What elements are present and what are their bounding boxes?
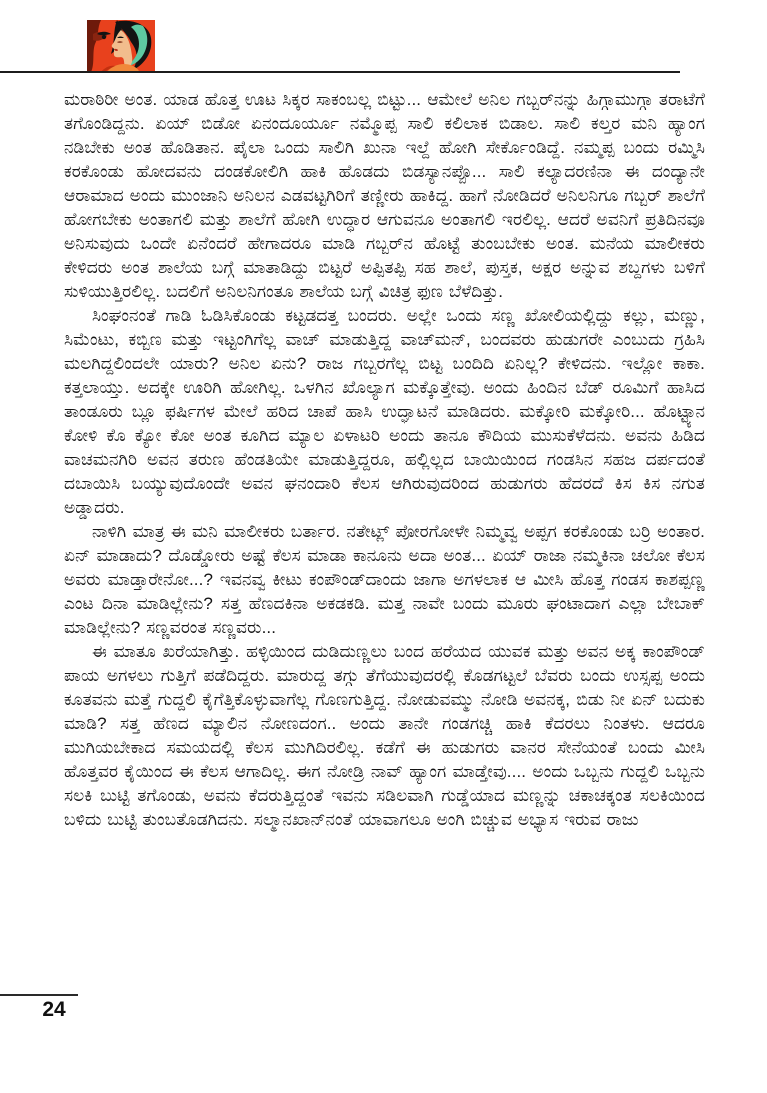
paragraph: ಈ ಮಾತೂ ಖರೆಯಾಗಿತ್ತು. ಹಳ್ಳಿಯಿಂದ ದುಡಿದುಣ್ಣಲು ಬಂದ ಹರೆಯದ ಯುವಕ ಮತ್ತು ಅವನ ಅಕ್ಕ ಕಾಂಪೌಂಡ್ ಪಾಯ ಅಗಳಲು ಗುತ್ತಿಗೆ ಪಡೆದಿದ್ದರು. ಮಾರುದ್ದ ತಗ್ಗು ತೆಗೆಯುವುದರಲ್ಲಿ ಕೊಡಗಟ್ಟಲೆ ಬೆವರು ಬಂದು ಉಸ್ಸಪ್ಪ ಅಂದು ಕೂತವನು ಮತ್ತೆ ಗುದ್ದಲಿ ಕೈಗೆತ್ತಿಕೊಳ್ಳುವಾಗೆಲ್ಲ ಗೊಣಗುತ್ತಿದ್ದ. ನೋಡುವಮ್ಮು ನೋಡಿ ಅವನಕ್ಕ, ಬಿಡು ನೀ ಏನ್ ಬದುಕು ಮಾಡಿ? ಸತ್ತ ಹೆಣದ ಮ್ಯಾಲಿನ ನೋಣದಂಗ.. ಅಂದು ತಾನೇ ಗಂಡಗಚ್ಚಿ ಹಾಕಿ ಕೆದರಲು ನಿಂತಳು. ಆದರೂ ಮುಗಿಯಬೇಕಾದ ಸಮಯದಲ್ಲಿ ಕೆಲಸ ಮುಗಿದಿರಲಿಲ್ಲ. ಕಡೆಗೆ ಈ ಹುಡುಗರು ವಾನರ ಸೇನೆಯಂತೆ ಬಂದು ಮೀಸಿ ಹೊತ್ತವರ ಕೈಯಿಂದ ಈ ಕೆಲಸ ಆಗಾದಿಲ್ಲ. ಈಗ ನೋಡ್ರಿ ನಾವ್ ಹ್ಯಾಂಗ ಮಾಡ್ತೇವು.... ಅಂದು ಒಬ್ಬನು ಗುದ್ದಲಿ ಒಬ್ಬನು ಸಲಕಿ ಬುಟ್ಟಿ ತಗೊಂಡು, ಅವನು ಕೆದರುತ್ತಿದ್ದಂತೆ ಇವನು ಸಡಿಲವಾಗಿ ಗುಡ್ಡೆಯಾದ ಮಣ್ಣನ್ನು ಚಕಾಚಕ್ಕಂತ ಸಲಕಿಯಿಂದ ಬಳಿದು ಬುಟ್ಟಿ ತುಂಬತೊಡಗಿದನು. ಸಲ್ಮಾನಖಾನ್‌ನಂತೆ ಯಾವಾಗಲೂ ಅಂಗಿ ಬಿಚ್ಚುವ ಅಭ್ಯಾಸ ಇರುವ ರಾಜು	[64, 642, 705, 829]
paragraph: ಮರಾಠಿರೀ ಅಂತ. ಯಾಡ ಹೊತ್ತ ಊಟ ಸಿಕ್ಕರ ಸಾಕಂಬಲ್ಲ ಬಿಟ್ಟು... ಆಮೇಲೆ ಅನಿಲ ಗಬ್ಬರ್‌ನನ್ನು ಹಿಗ್ಗಾಮುಗ್ಗಾ ತರಾಟೆಗೆ ತಗೊಂಡಿದ್ದನು. ಏಯ್ ಬಿಡೋ ಏನಂದೂರ್ಯೂ ನಮ್ಮೊಪ್ಪ ಸಾಲಿ ಕಲಿಲಾಕ ಬಿಡಾಲ. ಸಾಲಿ ಕಲ್ತರ ಮನಿ ಹ್ಯಾಂಗ ನಡಿಬೇಕು ಅಂತ ಹೊಡಿತಾನ. ಪೈಲಾ ಒಂದು ಸಾಲಿಗಿ ಖುನಾ ಇಲ್ದೆ ಹೋಗಿ ಸೇರ್ಕೊಂಡಿದ್ದೆ. ನಮ್ಮಪ್ಪ ಬಂದು ರಮ್ಮಿಸಿ ಕರಕೊಂಡು ಹೋದವನು ದಂಡಕೋಲಿಗಿ ಹಾಕಿ ಹೊಡದು ಬಿಡಸ್ಯಾನಪ್ಪೊ... ಸಾಲಿ ಕಲ್ಯಾದರಣಿನಾ ಈ ದಂದ್ಯಾನೇ ಆರಾಮಾದ ಅಂದು ಮುಂಜಾನಿ ಅನಿಲನ ಎಡವಟ್ಟಗಿರಿಗೆ ತಣ್ಣೀರು ಹಾಕಿದ್ದ. ಹಾಗೆ ನೋಡಿದರೆ ಅನಿಲನಿಗೂ ಗಬ್ಬರ್ ಶಾಲೆಗೆ ಹೋಗಬೇಕು ಅಂತಾಗಲಿ ಮತ್ತು ಶಾಲೆಗೆ ಹೋಗಿ ಉದ್ಧಾರ ಆಗುವನೂ ಅಂತಾಗಲಿ ಇರಲಿಲ್ಲ. ಆದರೆ ಅವನಿಗೆ ಪ್ರತಿದಿನವೂ ಅನಿಸುವುದು ಒಂದೇ ಏನೆಂದರೆ ಹೇಗಾದರೂ ಮಾಡಿ ಗಬ್ಬರ್‌ನ ಹೊಟ್ಟೆ ತುಂಬಬೇಕು ಅಂತ. ಮನೆಯ ಮಾಲೀಕರು ಕೇಳಿದರು ಅಂತ ಶಾಲೆಯ ಬಗ್ಗೆ ಮಾತಾಡಿದ್ದು ಬಿಟ್ಟರೆ ಅಪ್ಪಿತಪ್ಪಿ ಸಹ ಶಾಲೆ, ಪುಸ್ತಕ, ಅಕ್ಷರ ಅನ್ನುವ ಶಬ್ದಗಳು ಬಳಿಗೆ ಸುಳಿಯುತ್ತಿರಲಿಲ್ಲ. ಬದಲಿಗೆ ಅನಿಲನಿಗಂತೂ ಶಾಲೆಯ ಬಗ್ಗೆ ವಿಚಿತ್ರ ಫುಣ ಬೆಳೆದಿತ್ತು.	[64, 90, 705, 301]
footer-divider	[0, 994, 78, 996]
story-text	[64, 88, 705, 832]
paragraph: ಸಿಂಘಂನಂತೆ ಗಾಡಿ ಓಡಿಸಿಕೊಂಡು ಕಟ್ಟಡದತ್ತ ಬಂದರು. ಅಲ್ಲೇ ಒಂದು ಸಣ್ಣ ಖೋಲಿಯಲ್ಲಿದ್ದು ಕಲ್ಲು, ಮಣ್ಣು, ಸಿಮೆಂಟು, ಕಬ್ಬಿಣ ಮತ್ತು ಇಟ್ಟಂಗಿಗೆಲ್ಲ ವಾಚ್ ಮಾಡುತ್ತಿದ್ದ ವಾಚ್‌ಮನ್, ಬಂದವರು ಹುಡುಗರೇ ಎಂಬುದು ಗ್ರಹಿಸಿ ಮಲಗಿದ್ದಲಿಂದಲೇ ಯಾರು? ಅನಿಲ ಏನು? ರಾಜ ಗಬ್ಬರಗೆಲ್ಲ ಬಿಟ್ಟ ಬಂದಿದಿ ಏನಿಲ್ಲ? ಕೇಳಿದನು. ಇಲ್ಲೋ ಕಾಕಾ. ಕತ್ತಲಾಯ್ತು. ಅದಕ್ಕೇ ಊರಿಗಿ ಹೋಗಿಲ್ಲ. ಒಳಗಿನ ಖೊಲ್ಯಾಗ ಮಕ್ಕೊತ್ತೇವು. ಅಂದು ಹಿಂದಿನ ಬೆಡ್ ರೂಮಿಗೆ ಹಾಸಿದ ತಾಂಡೂರು ಬ್ಲೂ ಫರ್ಷಿಗಳ ಮೇಲೆ ಹರಿದ ಚಾಪೆ ಹಾಸಿ ಉದ್ಘಾಟನೆ ಮಾಡಿದರು. ಮಕ್ಕೋರಿ ಮಕ್ಕೋರಿ... ಹೊಟ್ಟ್ಯಾನ ಕೋಳಿ ಕೊ ಕ್ಯೋ ಕೋ ಅಂತ ಕೂಗಿದ ಮ್ಯಾಲ ಏಳಾಟರಿ ಅಂದು ತಾನೂ ಕೌದಿಯ ಮುಸುಕೆಳೆದನು. ಅವನು ಹಿಡಿದ ವಾಚಮನಗಿರಿ ಅವನ ತರುಣ ಹೆಂಡತಿಯೇ ಮಾಡುತ್ತಿದ್ದರೂ, ಹಲ್ಲಿಲ್ಲದ ಬಾಯಿಯಿಂದ ಗಂಡಸಿನ ಸಹಜ ದರ್ಪದಂತೆ ದಬಾಯಿಸಿ ಬಯ್ಯುವುದೊಂದೇ ಅವನ ಘನಂದಾರಿ ಕೆಲಸ ಆಗಿರುವುದರಿಂದ ಹುಡುಗರು ಹೆದರದೆ ಕಿಸ ಕಿಸ ನಗುತ ಅಡ್ಡಾದರು.	[64, 306, 705, 517]
header-divider	[0, 71, 680, 73]
woman-face-profile-logo-icon	[87, 20, 155, 72]
paragraph: ನಾಳಿಗಿ ಮಾತ್ರ ಈ ಮನಿ ಮಾಲೀಕರು ಬರ್ತಾರ. ನತೇಟ್ಲ್ ಪೋರಗೋಳೇ ನಿಮ್ಮವ್ವ ಅಪ್ಪಗ ಕರಕೊಂಡು ಬರ್ರಿ ಅಂತಾರ. ಏನ್ ಮಾಡಾದು? ದೊಡ್ಡೋರು ಅಷ್ಟೆ ಕೆಲಸ ಮಾಡಾ ಕಾನೂನು ಅದಾ ಅಂತ... ಏಯ್ ರಾಜಾ ನಮ್ಮಕಿನಾ ಚಲೋ ಕೆಲಸ ಅವರು ಮಾಡ್ತಾರೇನೋ...? ಇವನವ್ವ ಕೀಟು ಕಂಪೌಂಡ್‌ದಾಂದು ಜಾಗಾ ಅಗಳಲಾಕ ಆ ಮೀಸಿ ಹೊತ್ತ ಗಂಡಸ ಕಾಶಪ್ಪಣ್ಣ ಎಂಟ ದಿನಾ ಮಾಡಿಲ್ಲೇನು? ಸತ್ತ ಹೆಣದಕಿನಾ ಅಕಡಕಡಿ. ಮತ್ತ ನಾವೇ ಬಂದು ಮೂರು ಘಂಟಾದಾಗ ಎಲ್ಲಾ ಬೇಬಾಕ್ ಮಾಡಿಲ್ಲೇನು? ಸಣ್ಣವರಂತ ಸಣ್ಣವರು...	[64, 522, 705, 637]
page-number: 24	[42, 998, 66, 1021]
